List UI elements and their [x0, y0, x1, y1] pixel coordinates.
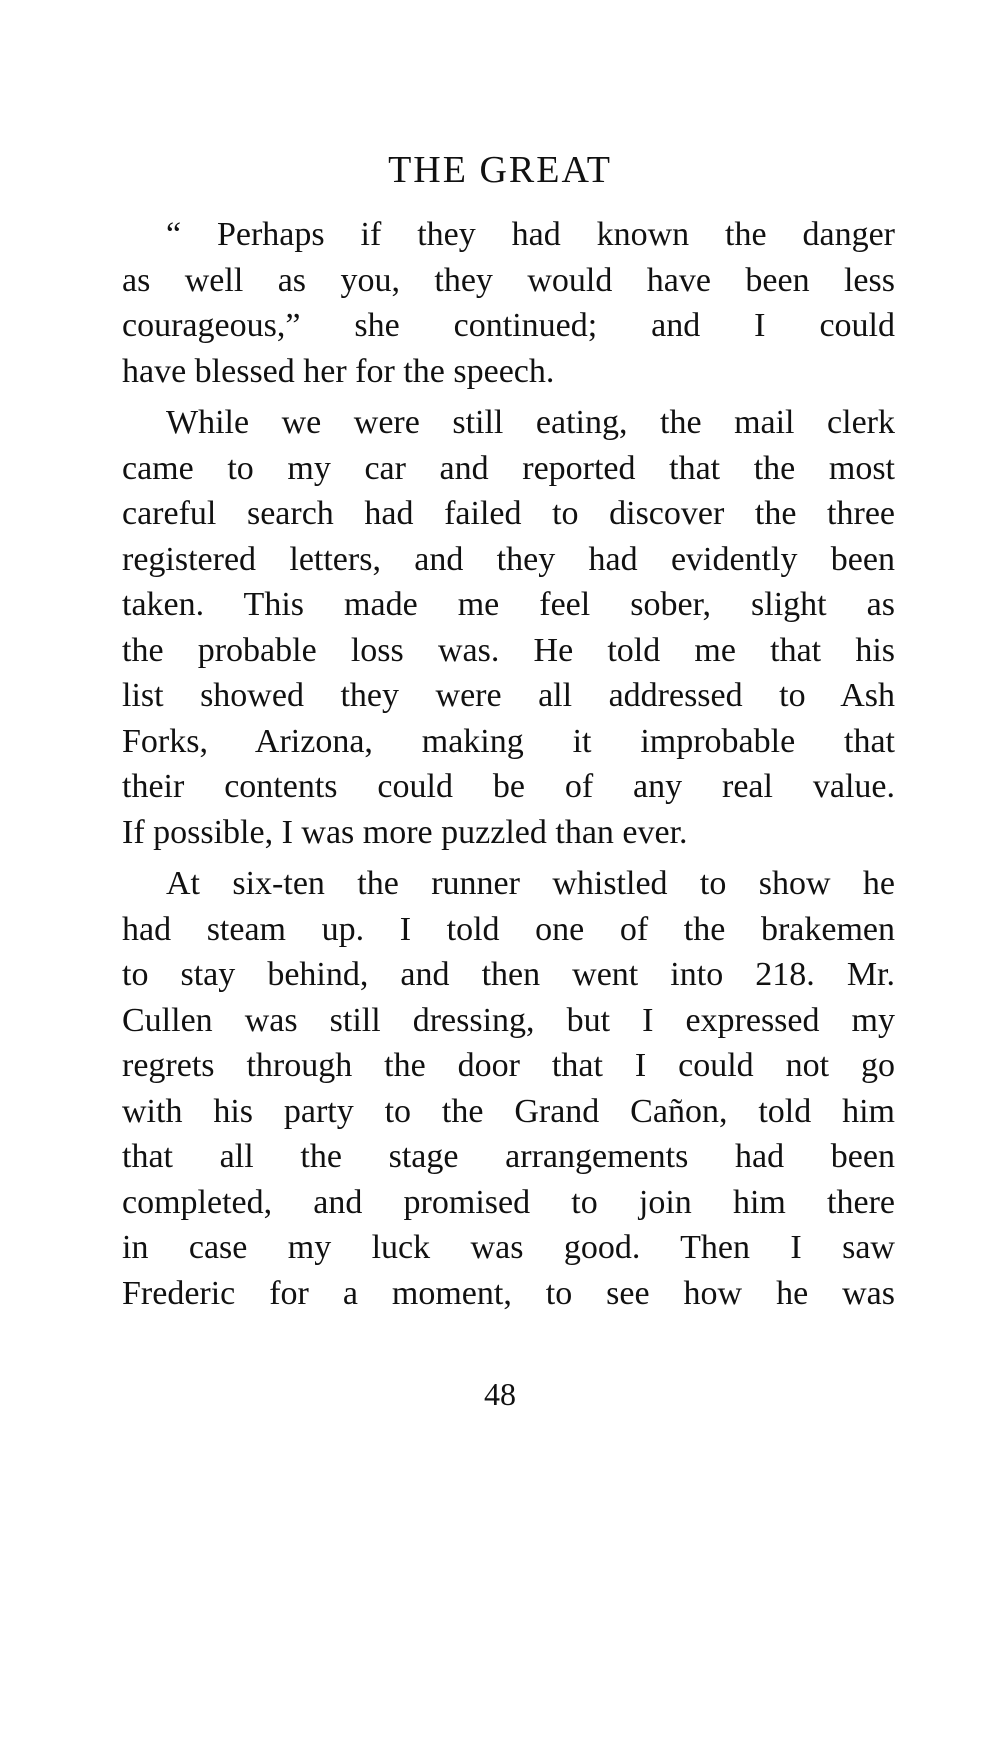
- text-line: While we were still eating, the mail clerk: [166, 404, 895, 441]
- text-line: courageous,” she continued; and I could: [122, 307, 895, 344]
- text-line: Forks, Arizona, making it improbable that: [122, 722, 895, 760]
- body-text: [122, 212, 895, 1316]
- paragraph-1: [122, 212, 895, 394]
- text-line: the probable loss was. He told me that his: [122, 631, 895, 669]
- text-line: completed, and promised to join him there: [122, 1183, 895, 1221]
- paragraph-2: [122, 400, 895, 855]
- text-line: If possible, I was more puzzled than ever.: [122, 813, 688, 851]
- text-line: registered letters, and they had evidently been: [122, 540, 895, 578]
- paragraph-3: [122, 861, 895, 1316]
- text-line: that all the stage arrangements had been: [122, 1138, 895, 1175]
- text-line: to stay behind, and then went into 218. Mr.: [122, 956, 895, 993]
- text-line: have blessed her for the speech.: [122, 352, 555, 390]
- page-number: 48: [484, 1376, 516, 1412]
- text-line: had steam up. I told one of the brakemen: [122, 910, 895, 948]
- text-line: “ Perhaps if they had known the danger: [166, 216, 895, 253]
- text-line: came to my car and reported that the most: [122, 449, 895, 487]
- text-line: in case my luck was good. Then I saw: [122, 1229, 895, 1266]
- text-line: taken. This made me feel sober, slight as: [122, 586, 895, 623]
- text-line: Frederic for a moment, to see how he was: [122, 1274, 895, 1312]
- running-head: THE GREAT: [388, 149, 612, 191]
- text-line: list showed they were all addressed to Ash: [122, 677, 895, 714]
- text-line: regrets through the door that I could not go: [122, 1047, 895, 1084]
- text-line: Cullen was still dressing, but I expressed my: [122, 1001, 895, 1039]
- text-line: as well as you, they would have been less: [122, 261, 895, 299]
- text-line: careful search had failed to discover the three: [122, 495, 895, 532]
- text-line: with his party to the Grand Cañon, told him: [122, 1092, 895, 1130]
- text-line: their contents could be of any real value.: [122, 768, 895, 805]
- text-line: At six-ten the runner whistled to show he: [166, 865, 895, 902]
